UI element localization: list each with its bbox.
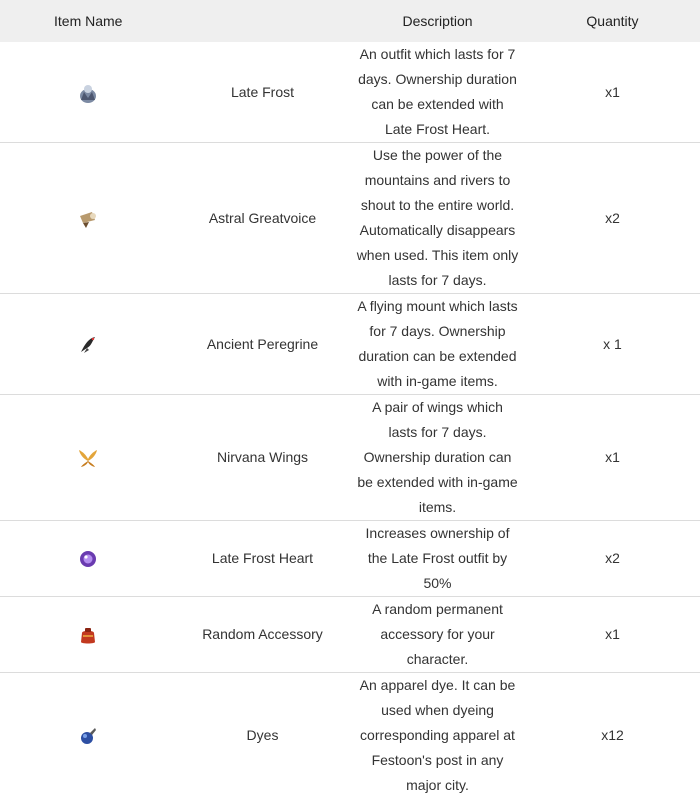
table-row (0, 521, 700, 597)
item-description: A pair of wings which lasts for 7 days. Ownership duration can be extended with in-game items. (350, 395, 525, 521)
table-row (0, 395, 700, 521)
item-quantity: x 1 (525, 294, 700, 395)
item-description: A random permanent accessory for your character. (350, 597, 525, 673)
table-header-row (0, 0, 700, 42)
item-name: Late Frost (175, 42, 350, 143)
item-name: Late Frost Heart (175, 521, 350, 597)
header-item-name: Item Name (0, 0, 350, 42)
item-description: A flying mount which lasts for 7 days. Ownership duration can be extended with in-game items. (350, 294, 525, 395)
table-row (0, 673, 700, 798)
header-description: Description (350, 0, 525, 42)
table-row (0, 597, 700, 673)
header-quantity: Quantity (525, 0, 700, 42)
item-name: Ancient Peregrine (175, 294, 350, 395)
table-row (0, 294, 700, 395)
outfit-icon (77, 82, 99, 104)
bird-mount-icon (77, 334, 99, 356)
dye-bottle-icon (77, 725, 99, 747)
item-name: Nirvana Wings (175, 395, 350, 521)
item-description: An outfit which lasts for 7 days. Ownership duration can be extended with Late Frost Heart. (350, 42, 525, 143)
item-description: Use the power of the mountains and rivers to shout to the entire world. Automatically disappears when used. This item only lasts for 7 days. (350, 143, 525, 294)
table-row (0, 143, 700, 294)
horn-icon (77, 208, 99, 230)
item-quantity: x2 (525, 521, 700, 597)
item-quantity: x2 (525, 143, 700, 294)
item-name: Random Accessory (175, 597, 350, 673)
item-quantity: x1 (525, 42, 700, 143)
table-row (0, 42, 700, 143)
item-name: Astral Greatvoice (175, 143, 350, 294)
item-quantity: x1 (525, 597, 700, 673)
purple-orb-icon (77, 548, 99, 570)
item-name: Dyes (175, 673, 350, 798)
item-quantity: x12 (525, 673, 700, 798)
item-quantity: x1 (525, 395, 700, 521)
wings-icon (77, 447, 99, 469)
item-description: Increases ownership of the Late Frost outfit by 50% (350, 521, 525, 597)
item-description: An apparel dye. It can be used when dyeing corresponding apparel at Festoon's post in any major city. (350, 673, 525, 798)
gift-pouch-icon (77, 624, 99, 646)
